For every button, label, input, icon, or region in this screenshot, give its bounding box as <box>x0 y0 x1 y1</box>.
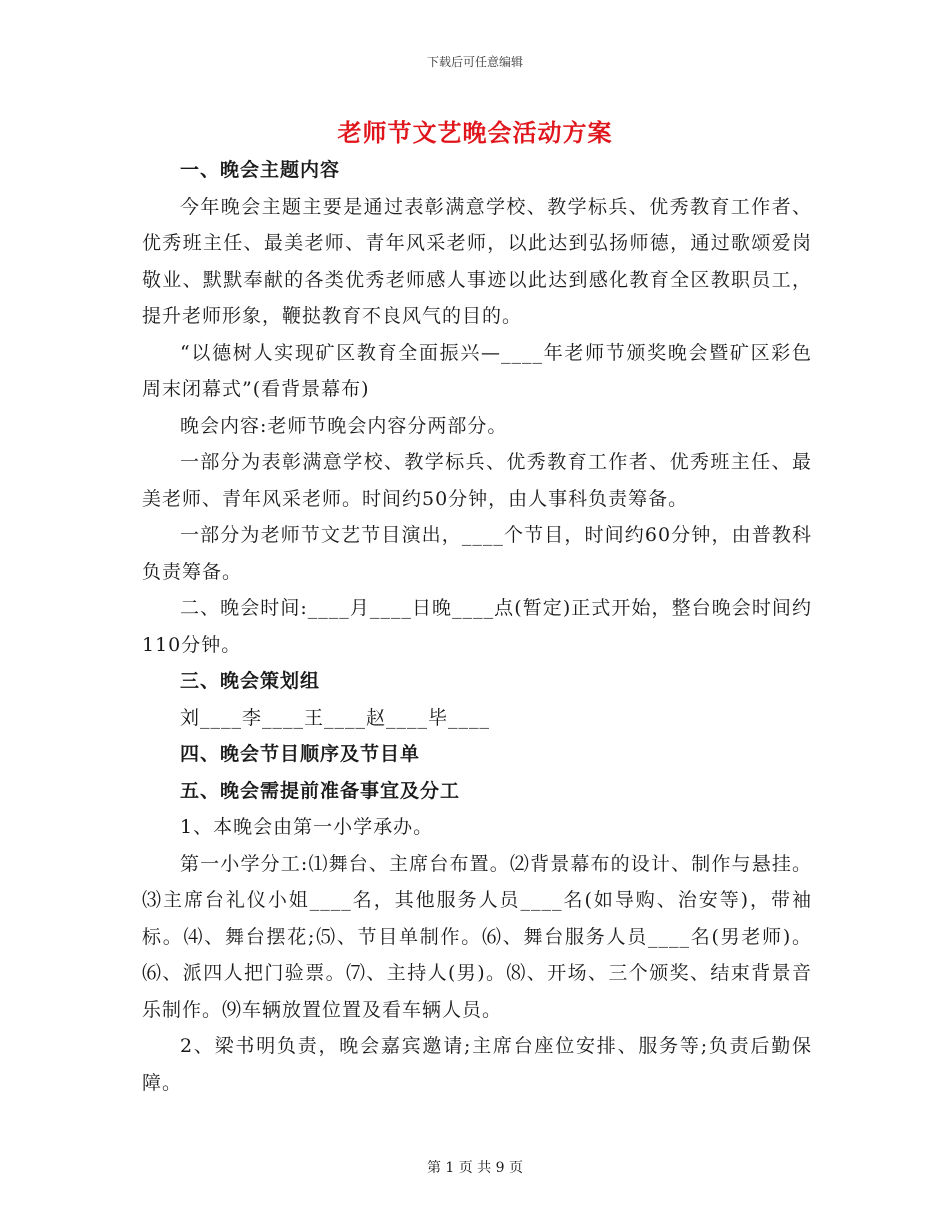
paragraph-part-performance: 一部分为老师节文艺节目演出，____个节目，时间约60分钟，由普教科负责筹备。 <box>142 524 812 583</box>
paragraph-school-tasks: 第一小学分工:⑴舞台、主席台布置。⑵背景幕布的设计、制作与悬挂。⑶主席台礼仪小姐____名，其他服务人员____名(如导购、治安等)，带袖标。⑷、舞台摆花;⑸、节目单制作。⑹、舞台服务人员____名(男老师)。⑹、派四人把门验票。⑺、主持人(男)。⑻、开场、三个颁奖、结束背景音乐制作。⑼车辆放置位置及看车辆人员。 <box>142 852 812 1021</box>
paragraph-guest-invitation: 2、梁书明负责，晚会嘉宾邀请;主席台座位安排、服务等;负责后勤保障。 <box>142 1035 812 1094</box>
paragraph-part-awards: 一部分为表彰满意学校、教学标兵、优秀教育工作者、优秀班主任、最美老师、青年风采老师。时间约50分钟，由人事科负责筹备。 <box>142 451 812 510</box>
page-header-note: 下载后可任意编辑 <box>426 55 523 69</box>
page-number: 第 1 页 共 9 页 <box>426 1160 524 1176</box>
paragraph-host-school: 1、本晚会由第一小学承办。 <box>180 816 434 838</box>
paragraph-content-intro: 晚会内容:老师节晚会内容分两部分。 <box>180 414 508 437</box>
section-heading-theme: 一、晚会主题内容 <box>180 159 341 181</box>
paragraph-theme-description: 今年晚会主题主要是通过表彰满意学校、教学标兵、优秀教育工作者、优秀班主任、最美老师、青年风采老师，以此达到弘扬师德，通过歌颂爱岗敬业、默默奉献的各类优秀老师感人事迹以此达到感化教育全区教职员工，提升老师形象，鞭挞教育不良风气的目的。 <box>142 195 812 327</box>
paragraph-slogan: “以德树人实现矿区教育全面振兴—____年老师节颁奖晚会暨矿区彩色周末闭幕式”(看背景幕布) <box>142 341 812 400</box>
section-heading-planning-group: 三、晚会策划组 <box>180 670 321 692</box>
paragraph-event-time: 二、晚会时间:____月____日晚____点(暂定)正式开始，整台晚会时间约110分钟。 <box>142 597 812 656</box>
section-heading-program-order: 四、晚会节目顺序及节目单 <box>180 743 421 765</box>
document-body <box>142 152 812 1101</box>
paragraph-planning-members: 刘____李____王____赵____毕____ <box>180 706 491 729</box>
section-heading-preparation: 五、晚会需提前准备事宜及分工 <box>180 779 461 802</box>
document-title: 老师节文艺晚会活动方案 <box>337 118 613 147</box>
